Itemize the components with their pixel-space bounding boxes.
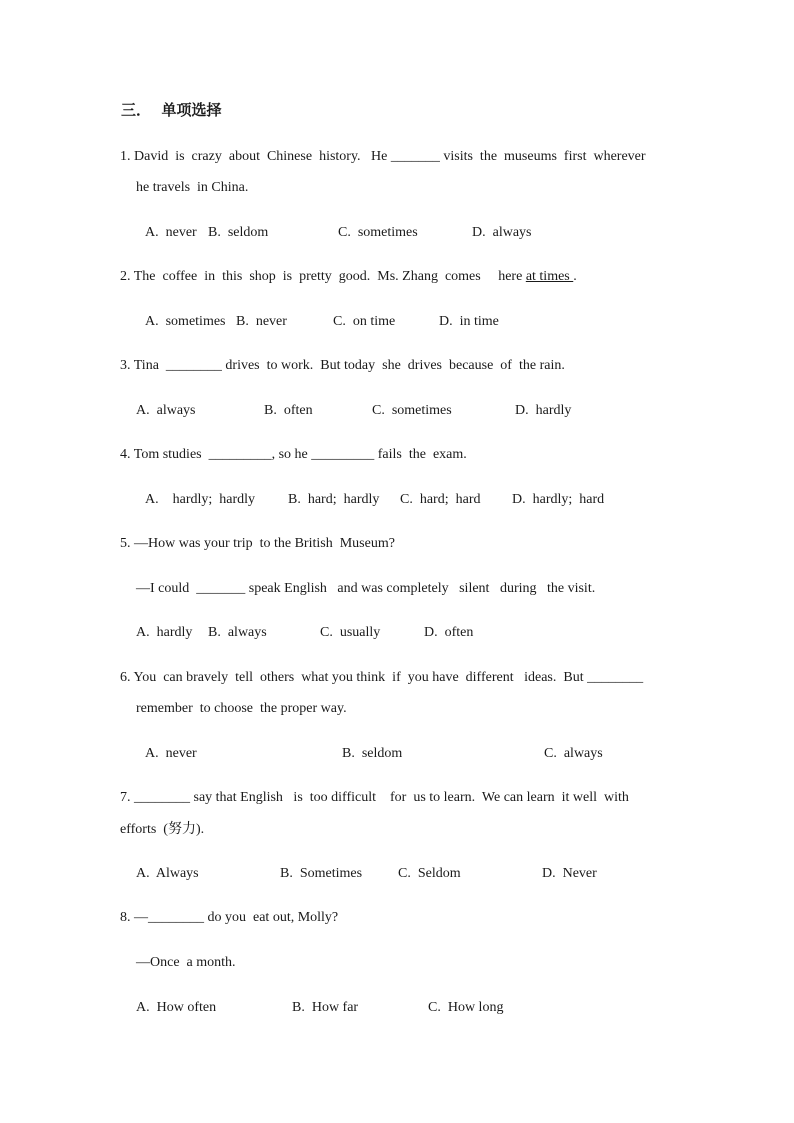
q5-option-c: C. usually — [320, 625, 381, 640]
q4-option-a: A. hardly; hardly — [145, 492, 256, 507]
section-title: 三． 单项选择 — [121, 101, 222, 119]
q5-option-b: B. always — [208, 625, 267, 640]
q6-option-b: B. seldom — [342, 746, 403, 761]
q3-option-b: B. often — [264, 403, 313, 418]
q4-option-b: B. hard; hardly — [288, 492, 380, 507]
q1-option-d: D. always — [472, 225, 532, 240]
q2-option-d: D. in time — [439, 314, 499, 329]
q1-option-c: C. sometimes — [338, 225, 418, 240]
question-1-text: 1. David is crazy about Chinese history. He _______ visits the museums first wherever — [120, 149, 646, 164]
q5-option-d: D. often — [424, 625, 474, 640]
q4-option-c: C. hard; hard — [400, 492, 481, 507]
q1-option-a: A. never — [145, 225, 197, 240]
q1-option-b: B. seldom — [208, 225, 269, 240]
question-1-text-cont: he travels in China. — [136, 180, 249, 195]
question-5-text: 5. —How was your trip to the British Museum? — [120, 536, 395, 551]
q7-option-b: B. Sometimes — [280, 866, 363, 881]
question-7-text: 7. ________ say that English is too difficult for us to learn. We can learn it well with — [120, 790, 629, 805]
question-5-text-cont: —I could _______ speak English and was completely silent during the visit. — [136, 581, 596, 596]
question-8-options — [0, 999, 794, 1089]
q7-option-d: D. Never — [542, 866, 597, 881]
q8-option-c: C. How long — [428, 1000, 504, 1015]
q7-option-c: C. Seldom — [398, 866, 461, 881]
question-6-text: 6. You can bravely tell others what you think if you have different ideas. But ________ — [120, 670, 644, 685]
q2-option-c: C. on time — [333, 314, 396, 329]
question-4-text: 4. Tom studies _________, so he _________ fails the exam. — [120, 447, 467, 462]
q3-option-c: C. sometimes — [372, 403, 452, 418]
q7-option-a: A. Always — [136, 866, 199, 881]
question-8-text: 8. —________ do you eat out, Molly? — [120, 910, 339, 925]
question-2-underlined-phrase: at times — [525, 269, 574, 284]
question-7-text-cont: efforts (努力). — [120, 822, 205, 837]
q6-option-a: A. never — [145, 746, 197, 761]
question-3-text: 3. Tina ________ drives to work. But today she drives because of the rain. — [120, 358, 565, 373]
question-8-text-cont: —Once a month. — [136, 955, 236, 970]
question-2-text-post: . — [573, 269, 577, 284]
q2-option-a: A. sometimes — [145, 314, 226, 329]
q4-option-d: D. hardly; hard — [512, 492, 605, 507]
q2-option-b: B. never — [236, 314, 287, 329]
question-6-text-cont: remember to choose the proper way. — [136, 701, 347, 716]
q3-option-a: A. always — [136, 403, 196, 418]
q6-option-c: C. always — [544, 746, 603, 761]
question-2-text — [120, 268, 577, 286]
q8-option-b: B. How far — [292, 1000, 359, 1015]
q3-option-d: D. hardly — [515, 403, 572, 418]
q8-option-a: A. How often — [136, 1000, 217, 1015]
q5-option-a: A. hardly — [136, 625, 193, 640]
question-2-text-pre: 2. The coffee in this shop is pretty good. Ms. Zhang comes here — [120, 269, 526, 284]
